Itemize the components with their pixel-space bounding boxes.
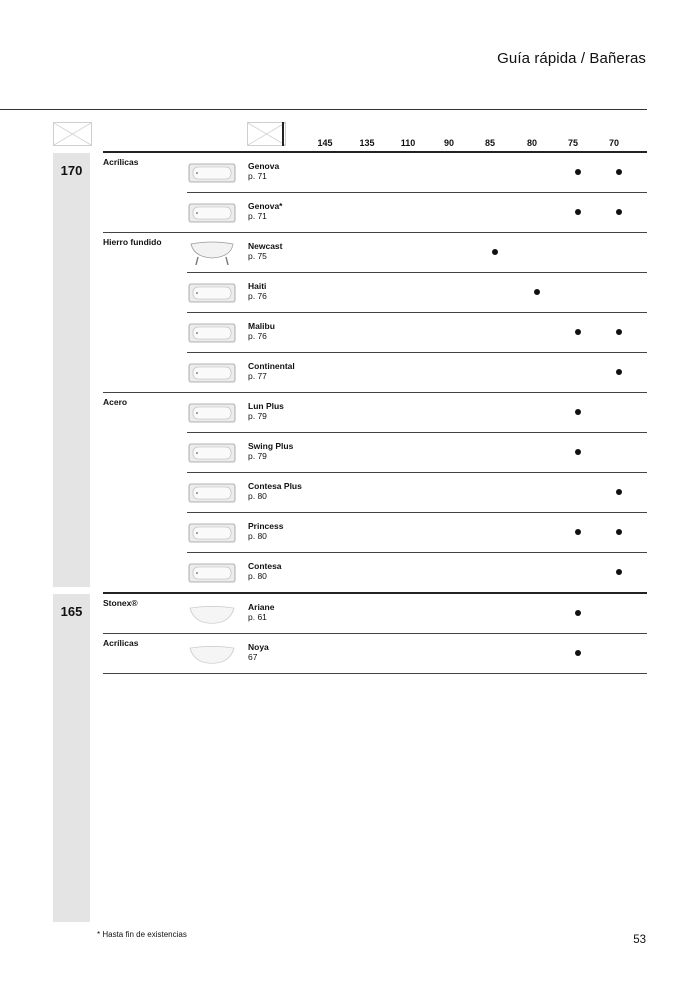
product-page-ref: 67: [248, 652, 258, 662]
column-header-85: 85: [484, 138, 495, 148]
bathtub-icon: [188, 402, 236, 424]
table-row: [103, 553, 647, 593]
product-name: Genova: [248, 161, 280, 171]
availability-dot-75: [575, 329, 581, 335]
availability-dot-80: [534, 289, 540, 295]
product-page-ref: p. 61: [248, 612, 267, 622]
category-label: Acrílicas: [103, 638, 139, 648]
product-name: Contesa Plus: [248, 481, 302, 491]
column-header-135: 135: [359, 138, 375, 148]
availability-dot-70: [616, 369, 622, 375]
column-header-145: 145: [317, 138, 333, 148]
length-bar-165: [53, 594, 90, 922]
footnote: * Hasta fin de existencias: [97, 930, 187, 939]
product-name: Haiti: [248, 281, 267, 291]
bathtub-icon: [188, 442, 236, 464]
product-name: Newcast: [248, 241, 283, 251]
length-bar-170: [53, 153, 90, 587]
column-header-75: 75: [567, 138, 578, 148]
category-label: Stonex®: [103, 598, 138, 608]
product-name: Continental: [248, 361, 295, 371]
product-page-ref: p. 77: [248, 371, 267, 381]
header-marker: [282, 122, 284, 146]
product-page-ref: p. 80: [248, 531, 267, 541]
bathtub-icon: [188, 237, 236, 267]
table-row: [103, 634, 647, 674]
category-label: Hierro fundido: [103, 237, 162, 247]
crossed-box-icon: [53, 122, 92, 146]
availability-dot-75: [575, 610, 581, 616]
bathtub-icon: [188, 202, 236, 224]
bathtub-icon: [188, 322, 236, 344]
table-row: [103, 193, 647, 233]
availability-dot-70: [616, 569, 622, 575]
product-name: Genova*: [248, 201, 283, 211]
product-page-ref: p. 80: [248, 491, 267, 501]
table-row: [103, 313, 647, 353]
product-name: Malibu: [248, 321, 275, 331]
crossed-box-icon: [247, 122, 286, 146]
product-page-ref: p. 75: [248, 251, 267, 261]
length-label: 170: [60, 163, 83, 178]
availability-dot-70: [616, 329, 622, 335]
bathtub-icon: [188, 562, 236, 584]
product-name: Ariane: [248, 602, 275, 612]
product-name: Contesa: [248, 561, 282, 571]
bathtub-icon: [188, 522, 236, 544]
table-row: [103, 433, 647, 473]
bathtub-icon: [188, 282, 236, 304]
bathtub-icon: [188, 482, 236, 504]
product-page-ref: p. 71: [248, 211, 267, 221]
product-name: Lun Plus: [248, 401, 284, 411]
availability-dot-75: [575, 169, 581, 175]
category-label: Acero: [103, 397, 128, 407]
product-name: Noya: [248, 642, 269, 652]
table-row: [103, 353, 647, 393]
product-page-ref: p. 76: [248, 331, 267, 341]
top-divider: [0, 109, 647, 110]
length-label: 165: [60, 604, 83, 619]
product-name: Princess: [248, 521, 284, 531]
column-header-80: 80: [526, 138, 537, 148]
page-title: Guía rápida / Bañeras: [497, 50, 646, 67]
product-page-ref: p. 76: [248, 291, 267, 301]
availability-dot-75: [575, 209, 581, 215]
table-row: [103, 513, 647, 553]
category-label: Acrílicas: [103, 157, 139, 167]
table-row: [103, 393, 647, 433]
product-name: Swing Plus: [248, 441, 294, 451]
column-header-110: 110: [400, 138, 416, 148]
availability-dot-70: [616, 489, 622, 495]
page-number: 53: [633, 934, 646, 946]
availability-dot-70: [616, 529, 622, 535]
availability-dot-70: [616, 169, 622, 175]
column-header-90: 90: [443, 138, 454, 148]
bathtub-icon: [188, 643, 236, 665]
table-row: [103, 153, 647, 193]
availability-dot-75: [575, 409, 581, 415]
table-row: [103, 233, 647, 273]
table-row: [103, 473, 647, 513]
availability-dot-70: [616, 209, 622, 215]
bathtub-icon: [188, 162, 236, 184]
product-page-ref: p. 79: [248, 411, 267, 421]
availability-dot-75: [575, 529, 581, 535]
group-divider: [103, 673, 647, 674]
product-page-ref: p. 80: [248, 571, 267, 581]
column-header-70: 70: [608, 138, 619, 148]
availability-dot-75: [575, 650, 581, 656]
availability-dot-85: [492, 249, 498, 255]
bathtub-icon: [188, 603, 236, 625]
table-row: [103, 273, 647, 313]
availability-dot-75: [575, 449, 581, 455]
product-page-ref: p. 71: [248, 171, 267, 181]
bathtub-icon: [188, 362, 236, 384]
product-page-ref: p. 79: [248, 451, 267, 461]
table-row: [103, 594, 647, 634]
